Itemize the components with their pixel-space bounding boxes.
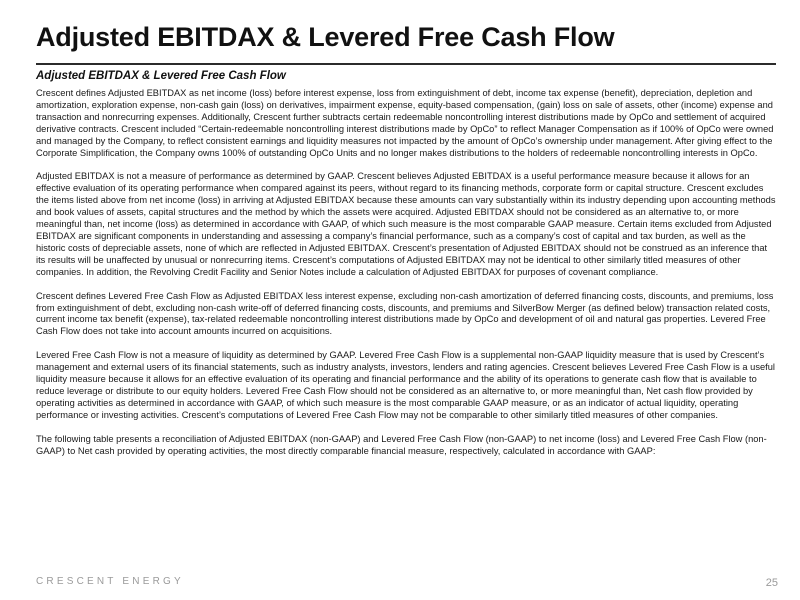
paragraph-ebitdax-definition: Crescent defines Adjusted EBITDAX as net income (loss) before interest expense, loss from extinguishment of debt, income tax expense (benefit), depreciation, depletion and amortization, exploration expense, non-cash gain (loss) on derivatives, impairment expense, equity-based compensation, (gain) loss on sale of assets, other (income) expense and transaction and nonrecurring expenses. Additionally, Crescent further subtracts certain redeemable noncontrolling interest distributions made by OpCo and settlement of acquired derivative contracts. Crescent included “Certain-redeemable noncontrolling interest distributions made by OpCo” to reflect Manager Compensation as if 100% of OpCo were owned and managed by the Company, to reflect consistent earnings and liquidity measures not impacted by the amount of OpCo’s ownership under management. After giving effect to the Corporate Simplification, the Company owns 100% of outstanding OpCo Units and no longer makes distributions to the holders of redeemable noncontrolling interests in OpCo. [36,88,774,158]
section-subtitle: Adjusted EBITDAX & Levered Free Cash Flow [36,70,286,82]
company-logo-text: CRESCENT ENERGY [36,576,184,587]
paragraph-lfcf-definition: Crescent defines Levered Free Cash Flow as Adjusted EBITDAX less interest expense, excluding non-cash amortization of deferred financing costs, discounts, and premiums, loss from extinguishment of debt, excluding non-cash write-off of deferred financing costs, discounts, and premiums and SilverBow Merger (as defined below) transaction related costs, current income tax benefit (expense), tax-related redeemable noncontrolling interest distributions made by OpCo and development of oil and natural gas properties. Levered Free Cash Flow does not take into account amounts incurred on acquisitions. [36,290,774,337]
paragraph-ebitdax-gaap: Adjusted EBITDAX is not a measure of performance as determined by GAAP. Crescent believes Adjusted EBITDAX is a useful performance measure because it allows for an effective evaluation of its operating performance when compared against its peers, without regard to its financing methods, corporate form or capital structure. Crescent excludes the items listed above from net income (loss) in arriving at Adjusted EBITDAX because these amounts can vary substantially within its industry depending upon accounting methods and book values of assets, capital structures and the method by which the assets were acquired. Adjusted EBITDAX should not be considered as an alternative to, or more meaningful than, net income (loss) as determined in accordance with GAAP, of which such measure is the most comparable GAAP measure. Certain items excluded from Adjusted EBITDAX are significant components in understanding and assessing a company’s financial performance, such as a company’s cost of capital and tax burden, as well as the historic costs of depreciable assets, none of which are reflected in Adjusted EBITDAX. Crescent’s presentation of Adjusted EBITDAX should not be construed as an inference that its results will be unaffected by unusual or nonrecurring items. Crescent’s computations of Adjusted EBITDAX may not be identical to other similarly titled measures of other companies. In addition, the Revolving Credit Facility and Senior Notes include a calculation of Adjusted EBITDAX for purposes of covenant compliance. [36,171,776,277]
page-number: 25 [765,577,778,589]
page-title: Adjusted EBITDAX & Levered Free Cash Flow [36,22,615,52]
title-divider [36,63,776,65]
body-text [36,88,776,469]
paragraph-lfcf-gaap: Levered Free Cash Flow is not a measure of liquidity as determined by GAAP. Levered Free Cash Flow is a supplemental non-GAAP liquidity measure that is used by Crescent’s management and external users of its financial statements, such as industry analysts, investors, lenders and rating agencies. Crescent believes Levered Free Cash Flow is a useful liquidity measure because it allows for an effective evaluation of its operating and financial performance and the ability of its operations to generate cash flow that is available to reduce leverage or distribute to our equity holders. Levered Free Cash Flow should not be considered as an alternative to, or more meaningful than, Net cash flow provided by operating activities as determined in accordance with GAAP, of which such measure is the most comparable GAAP measure, or as an indicator of actual liquidity, operating performance or investing activities. Crescent’s computations of Levered Free Cash Flow may not be comparable to other similarly titled measures of other companies. [36,350,775,420]
paragraph-reconciliation-intro: The following table presents a reconciliation of Adjusted EBITDAX (non-GAAP) and Levered Free Cash Flow (non-GAAP) to net income (loss) and Levered Free Cash Flow (non-GAAP) to Net cash provided by operating activities, the most directly comparable financial measure, respectively, calculated in accordance with GAAP: [36,433,767,456]
